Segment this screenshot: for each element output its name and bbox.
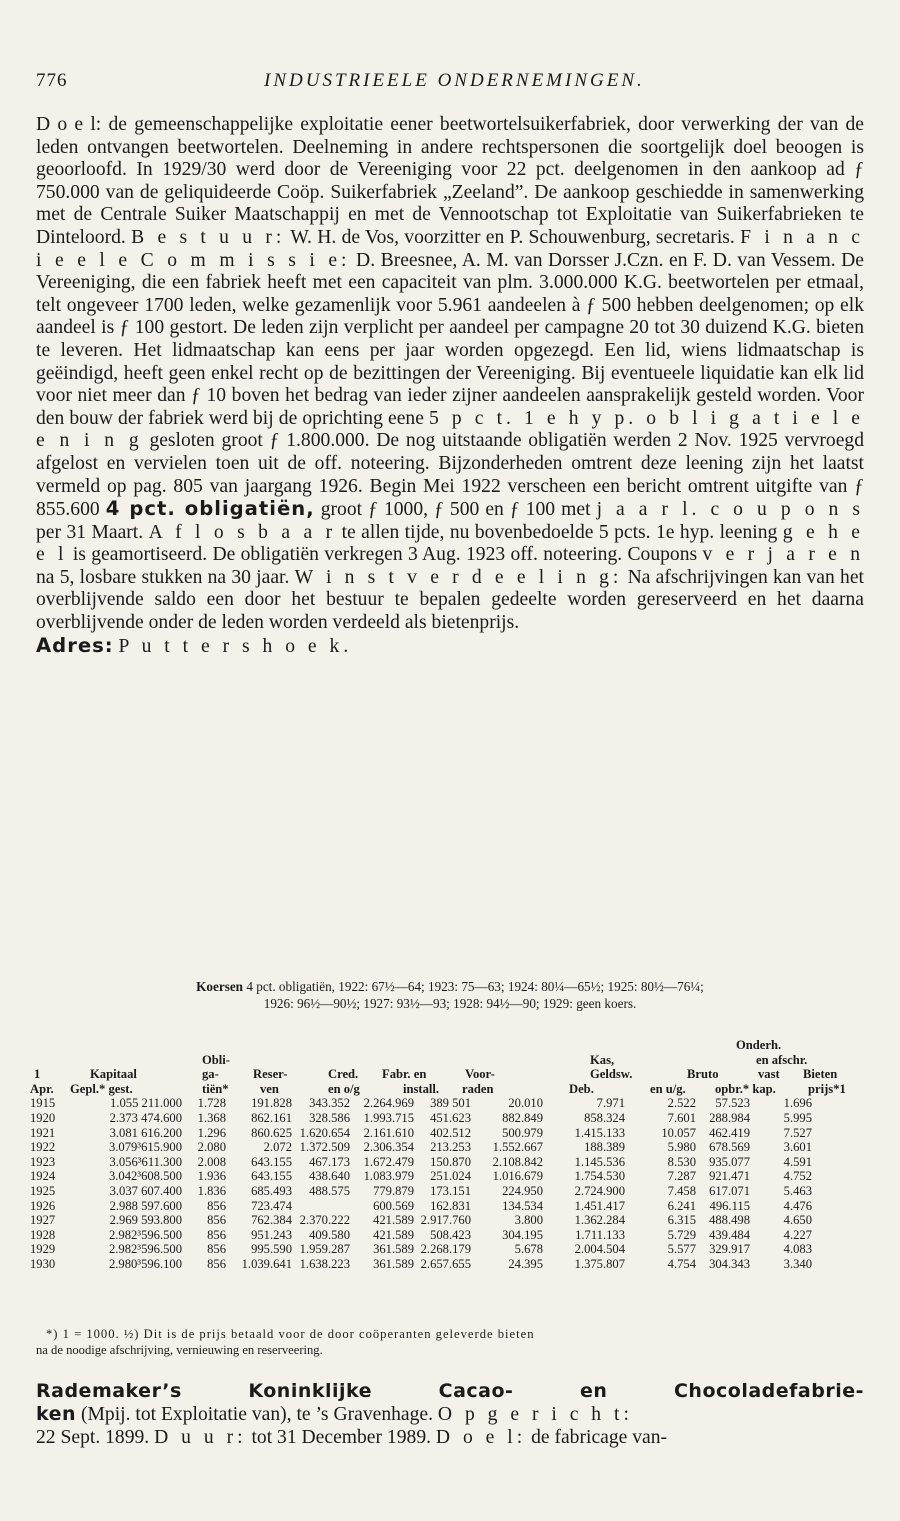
table-cell: 860.625 — [251, 1125, 292, 1140]
table-cell: 995.590 — [251, 1242, 292, 1257]
table-cell: 4.754 — [667, 1256, 696, 1271]
footnote-line-1: *) 1 = 1000. ½) Dit is de prijs betaald voor de door coöperanten geleverde bieten — [46, 1327, 535, 1341]
table-cell: 10.057 — [661, 1125, 696, 1140]
table-cell: 488.575 — [309, 1183, 350, 1198]
table-cell: 1.145.536 — [574, 1154, 625, 1169]
table-cell: 856 — [207, 1213, 226, 1228]
table-header-cell: en u/g. — [650, 1081, 686, 1096]
obligatien-heading: 4 pct. obligatiën, — [105, 497, 315, 521]
table-header-cell: en afschr. — [756, 1052, 808, 1067]
table-cell: 1.375.807 — [574, 1256, 625, 1271]
table-header-cell: Kapitaal — [90, 1067, 137, 1082]
table-cell: 5.729 — [667, 1227, 696, 1242]
table-cell: 6.315 — [667, 1213, 696, 1228]
table-cell: 500.979 — [502, 1125, 543, 1140]
aflosbaar-label: A f l o s b a a r — [148, 521, 337, 543]
duur-value: tot 31 December 1989. — [251, 1427, 432, 1448]
table-cell: 856 — [207, 1227, 226, 1242]
table-cell: 2.161.610 — [363, 1125, 414, 1140]
table-cell: 3.601 — [783, 1140, 812, 1155]
table-cell: 862.161 — [251, 1110, 292, 1125]
adres-value: P u t t e r s h o e k. — [118, 635, 353, 657]
table-header-cell: Voor- — [465, 1067, 495, 1082]
table-cell: 5.995 — [783, 1110, 812, 1125]
table-cell: 7.527 — [783, 1125, 812, 1140]
doel-label: D o e l: — [435, 1427, 527, 1448]
table-row — [30, 1111, 870, 1126]
table-cell: 1.959.287 — [299, 1242, 350, 1257]
table-cell: 2.522 — [667, 1096, 696, 1111]
koersen-block — [36, 978, 864, 1012]
table-cell: 3.037 607.400 — [109, 1183, 182, 1198]
table-cell: 20.010 — [508, 1096, 543, 1111]
table-cell: 1.672.479 — [363, 1154, 414, 1169]
koersen-values-1: 4 pct. obligatiën, 1922: 67½—64; 1923: 75—63; 1924: 80¼—65½; 1925: 80½—76¼; — [246, 979, 704, 994]
table-cell: 3.056³611.300 — [109, 1154, 182, 1169]
table-cell: 4.227 — [783, 1227, 812, 1242]
table-cell: 3.081 616.200 — [109, 1125, 182, 1140]
table-cell: 7.458 — [667, 1183, 696, 1198]
table-header-cell: raden — [462, 1081, 494, 1096]
geheel-label: g e h e e l — [36, 521, 864, 566]
table-cell: 1.620.654 — [299, 1125, 350, 1140]
table-cell: 1.696 — [783, 1096, 812, 1111]
table-cell: 304.195 — [502, 1227, 543, 1242]
table-cell: 4.752 — [783, 1169, 812, 1184]
table-cell: 935.077 — [709, 1154, 750, 1169]
table-header-cell: Fabr. en — [382, 1067, 427, 1082]
table-cell: 2.264.969 — [363, 1096, 414, 1111]
table-header-cell: Cred. — [328, 1067, 359, 1082]
koersen-line-2: 1926: 96½—90½; 1927: 93½—93; 1928: 94½—90; 1929: geen koers. — [263, 996, 637, 1011]
table-cell: 7.971 — [596, 1096, 625, 1111]
table-row — [30, 1126, 870, 1141]
table-header-cell: 1 — [34, 1067, 41, 1082]
table-cell: 856 — [207, 1256, 226, 1271]
table-cell: 1.362.284 — [574, 1213, 625, 1228]
table-row — [30, 1199, 870, 1214]
table-cell: 57.523 — [715, 1096, 750, 1111]
table-cell: 188.389 — [584, 1140, 625, 1155]
table-cell: 5.980 — [667, 1140, 696, 1155]
opgericht-label: O p g e r i c h t: — [437, 1404, 633, 1425]
table-cell: 409.580 — [309, 1227, 350, 1242]
table-cell: 723.474 — [251, 1198, 292, 1213]
table-cell: 2.108.842 — [492, 1154, 543, 1169]
table-cell: 1.372.509 — [299, 1140, 350, 1155]
table-cell: 856 — [207, 1198, 226, 1213]
table-cell: 1928 — [30, 1227, 56, 1242]
table-cell: 134.534 — [502, 1198, 543, 1213]
coupons-label: j a a r l. c o u p o n s — [596, 499, 864, 521]
table-cell: 617.071 — [709, 1183, 750, 1198]
table-row — [30, 1213, 870, 1228]
table-cell: 508.423 — [430, 1227, 471, 1242]
company-line-2 — [36, 1403, 864, 1426]
table-cell: 882.849 — [502, 1110, 543, 1125]
opgericht-date: 22 Sept. 1899. — [36, 1427, 150, 1448]
table-cell: 1.711.133 — [575, 1227, 625, 1242]
article-body — [36, 114, 864, 658]
table-cell: 1.415.133 — [574, 1125, 625, 1140]
table-cell: 288.984 — [709, 1110, 750, 1125]
table-cell: 2.080 — [197, 1140, 226, 1155]
losbare-text: na 5, losbare stukken na 30 jaar. — [36, 566, 290, 588]
table-cell: 2.072 — [263, 1140, 292, 1155]
aflos-text: te allen tijde, nu bovenbedoelde 5 pcts. 1e hyp. leening — [341, 521, 778, 543]
table-cell: 488.498 — [709, 1213, 750, 1228]
table-cell: 1925 — [30, 1183, 56, 1198]
table-cell: 451.623 — [430, 1110, 471, 1125]
table-header-cell: Kas, — [590, 1052, 615, 1067]
table-cell: 4.083 — [783, 1242, 812, 1257]
table-header-cell: Onderh. — [736, 1038, 782, 1052]
table-cell: 1.754.530 — [574, 1169, 625, 1184]
leening-text: gesloten groot ƒ 1.800.000. De nog uitstaande obligatiën werden 2 Nov. 1925 vervroegd afgelost en vervielen toen uit de off. noteering. Bijzonderheden omtrent deze leening zijn het laatst vermeld op pag. 805 van jaargang 1926. Begin Mei 1922 verscheen een bericht omtrent uitgifte van ƒ 855.600 — [36, 430, 864, 521]
table-row — [30, 1242, 870, 1257]
table-cell: 1.039.641 — [241, 1256, 292, 1271]
table-row — [30, 1155, 870, 1170]
table-cell: 467.173 — [309, 1154, 350, 1169]
table-cell: 1.368 — [197, 1110, 226, 1125]
table-header-cell: Reser- — [253, 1067, 288, 1082]
table-header-cell: Deb. — [569, 1081, 594, 1096]
table-header-row — [30, 1038, 870, 1053]
table-cell: 1.993.715 — [363, 1110, 414, 1125]
table-cell: 858.324 — [584, 1110, 625, 1125]
table-cell: 4.650 — [783, 1213, 812, 1228]
koersen-label: Koersen — [196, 979, 244, 994]
company-name: Rademaker’s Koninklijke Cacao- en Chocoladefabrie- — [36, 1380, 864, 1402]
table-cell: 1915 — [30, 1096, 56, 1111]
table-cell: 224.950 — [502, 1183, 543, 1198]
table-cell: 2.373 474.600 — [109, 1110, 182, 1125]
table-cell: 3.340 — [783, 1256, 812, 1271]
table-cell: 3.079³615.900 — [108, 1140, 182, 1155]
company-line-3 — [36, 1426, 864, 1449]
table-cell: 779.879 — [373, 1183, 414, 1198]
table-cell: 402.512 — [430, 1125, 471, 1140]
table-cell: 1.638.223 — [299, 1256, 350, 1271]
table-header-cell: Geldsw. — [590, 1067, 633, 1082]
table-cell: 328.586 — [309, 1110, 350, 1125]
table-cell: 1.552.667 — [492, 1140, 543, 1155]
table-header-row — [30, 1082, 870, 1097]
table-header-cell: install. — [403, 1081, 440, 1096]
table-cell: 3.042³608.500 — [108, 1169, 182, 1184]
table-cell: 6.241 — [667, 1198, 696, 1213]
table-cell: 2.969 593.800 — [109, 1213, 182, 1228]
table-row — [30, 1140, 870, 1155]
company-name-cont: ken — [36, 1403, 77, 1425]
table-cell: 7.287 — [667, 1169, 696, 1184]
verjaren-label: v e r j a r e n — [702, 544, 865, 566]
table-cell: 1.296 — [197, 1125, 226, 1140]
table-cell: 24.395 — [508, 1256, 543, 1271]
table-cell: 921.471 — [709, 1169, 750, 1184]
table-cell: 600.569 — [373, 1198, 414, 1213]
table-cell: 2.980³596.100 — [108, 1256, 182, 1271]
table-cell: 2.724.900 — [574, 1183, 625, 1198]
table-row — [30, 1228, 870, 1243]
table-cell: 685.493 — [251, 1183, 292, 1198]
table-footnote — [36, 1326, 864, 1358]
table-cell: 2.008 — [197, 1154, 226, 1169]
table-cell: 1926 — [30, 1198, 56, 1213]
hyp-label: 5 p c t. 1 e h y p. o b l i g a t i e l e e n i n g — [36, 407, 864, 452]
table-header-cell: Bruto — [687, 1067, 719, 1082]
table-cell: 2.004.504 — [574, 1242, 625, 1257]
table-cell: 251.024 — [430, 1169, 471, 1184]
company-name-line — [36, 1380, 864, 1403]
table-cell: 2.268.179 — [420, 1242, 471, 1257]
commissie-text: D. Breesnee, A. M. van Dorsser J.Czn. en F. D. van Vessem. De Vereeniging, die een fabriek heeft met een capaciteit van plm. 3.000.000 K.G. beetwortelen per etmaal, telt ongeveer 1700 leden, welke gezamenlijk voor 5.961 aandeelen à ƒ 500 hebben deelgenomen; op elk aandeel is ƒ 100 gestort. De leden zijn verplicht per aandeel per campagne 20 tot 30 duizend K.G. bieten te leveren. Het lidmaatschap kan eens per jaar worden opgezegd. Een lid, wiens lidmaatschap is geëindigd, heeft geen enkel recht op de bezittingen der Vereeniging. Bij eventueele liquidatie kan elk lid voor niet meer dan ƒ 10 boven het bedrag van ieder zijner aandeelen aansprakelijk gesteld worden. Voor den bouw der fabriek werd bij de oprichting eene — [36, 249, 864, 429]
table-cell: 678.569 — [709, 1140, 750, 1155]
company-legal-text: (Mpij. tot Exploitatie van), te ’s Gravenhage. — [80, 1404, 433, 1425]
table-cell: 1924 — [30, 1169, 56, 1184]
next-company-entry — [36, 1380, 864, 1449]
table-cell: 4.476 — [783, 1198, 812, 1213]
table-header-cell: prijs*1 — [808, 1081, 846, 1096]
table-cell: 1921 — [30, 1125, 56, 1140]
doel-paragraph: D o e l: de gemeenschappelijke exploitatie eener beetwortelsuikerfabriek, door verwerking der van de leden ontvangen beetwortelen. Deelneming in andere rechtspersonen die soortgelijk doel beoogen is geoorloofd. In 1929/30 werd door de Vereeniging voor 22 pct. deelgenomen in den aankoop ad ƒ 750.000 van de geliquideerde Coöp. Suikerfabriek „Zeeland”. De aankoop geschiedde in samenwerking met de Centrale Suiker Maatschappij en met de Vennootschap tot Exploitatie van Suikerfabrieken te Dinteloord. — [36, 114, 864, 248]
table-cell: 1922 — [30, 1140, 56, 1155]
table-header-cell: ga- — [202, 1067, 219, 1082]
table-header-cell: Apr. — [30, 1081, 54, 1096]
table-cell: 421.589 — [373, 1227, 414, 1242]
table-cell: 462.419 — [709, 1125, 750, 1140]
table-row — [30, 1096, 870, 1111]
table-header-row — [30, 1067, 870, 1082]
table-cell: 762.384 — [251, 1213, 292, 1228]
duur-label: D u u r: — [154, 1427, 247, 1448]
table-cell: 389 501 — [430, 1096, 471, 1111]
table-cell: 361.589 — [373, 1256, 414, 1271]
table-cell: 643.155 — [251, 1154, 292, 1169]
table-cell: 1920 — [30, 1110, 56, 1125]
table-cell: 173.151 — [430, 1183, 471, 1198]
winstverdeeling-label: W i n s t v e r d e e l i n g: — [294, 566, 623, 588]
table-cell: 150.870 — [430, 1154, 471, 1169]
table-row — [30, 1257, 870, 1272]
table-header-cell: Bieten — [803, 1067, 838, 1082]
table-cell: 343.352 — [309, 1096, 350, 1111]
table-header-cell: tiën* — [202, 1081, 229, 1096]
table-cell: 8.530 — [667, 1154, 696, 1169]
table-cell: 213.253 — [430, 1140, 471, 1155]
table-cell: 3.800 — [514, 1213, 543, 1228]
table-cell: 421.589 — [373, 1213, 414, 1228]
table-cell: 856 — [207, 1242, 226, 1257]
table-header-cell: en o/g — [328, 1081, 360, 1096]
financial-table — [30, 1038, 870, 1272]
table-cell: 304.343 — [709, 1256, 750, 1271]
table-cell: 1.836 — [197, 1183, 226, 1198]
table-header-cell: opbr.* kap. — [715, 1081, 776, 1096]
table-cell: 1927 — [30, 1213, 56, 1228]
footnote-line-2: na de noodige afschrijving, vernieuwing en reserveering. — [36, 1343, 323, 1357]
table-cell: 1.016.679 — [492, 1169, 543, 1184]
bestuur-text: W. H. de Vos, voorzitter en P. Schouwenburg, secretaris. — [290, 226, 735, 248]
paragraph — [36, 114, 864, 635]
table-header-row — [30, 1053, 870, 1068]
table-cell: 2.370.222 — [299, 1213, 350, 1228]
table-cell: 2.982³596.500 — [108, 1242, 182, 1257]
adres-label: Adres: — [36, 633, 114, 657]
maart-text: per 31 Maart. — [36, 521, 144, 543]
table-cell: 643.155 — [251, 1169, 292, 1184]
table-cell: 1.451.417 — [574, 1198, 625, 1213]
table-cell: 496.115 — [709, 1198, 750, 1213]
table-cell: 951.243 — [251, 1227, 292, 1242]
table-cell: 2.988 597.600 — [109, 1198, 182, 1213]
table-cell: 7.601 — [667, 1110, 696, 1125]
table-cell: 1923 — [30, 1154, 56, 1169]
table-cell: 361.589 — [373, 1242, 414, 1257]
table-cell: 1.936 — [197, 1169, 226, 1184]
table-cell: 162.831 — [430, 1198, 471, 1213]
table-header-cell: vast — [758, 1067, 780, 1082]
financieele-commissie-label: F i n a n c i e e l e C o m m i s s i e: — [36, 226, 864, 271]
table-cell: 4.591 — [783, 1154, 812, 1169]
address-line — [36, 635, 864, 659]
running-title: INDUSTRIEELE ONDERNEMINGEN. — [264, 70, 645, 91]
table-header-cell: Gepl.* gest. — [70, 1081, 133, 1096]
table-cell: 2.306.354 — [363, 1140, 414, 1155]
table-cell: 438.640 — [309, 1169, 350, 1184]
table-cell: 1.083.979 — [363, 1169, 414, 1184]
table-cell: 439.484 — [709, 1227, 750, 1242]
table-header-cell: ven — [260, 1081, 279, 1096]
table-header-cell: Obli- — [202, 1052, 230, 1067]
table-cell: 5.463 — [783, 1183, 812, 1198]
winst-text: Na afschrijvingen kan van het overblijvende saldo een door het bestuur te bepalen gedeelte worden gereserveerd en het daarna overblijvende onder de leden worden verdeeld als bietenprijs. — [36, 566, 864, 634]
table-cell: 329.917 — [709, 1242, 750, 1257]
table-cell: 2.657.655 — [420, 1256, 471, 1271]
table-cell: 191.828 — [251, 1096, 292, 1111]
table-cell: 1.728 — [197, 1096, 226, 1111]
table-row — [30, 1169, 870, 1184]
groot-text: groot ƒ 1000, ƒ 500 en ƒ 100 met — [320, 499, 591, 521]
table-cell: 5.678 — [514, 1242, 543, 1257]
bestuur-label: B e s t u u r: — [131, 226, 286, 248]
amortisatie-text: is geamortiseerd. De obligatiën verkregen 3 Aug. 1923 off. noteering. Coupons — [72, 544, 698, 566]
koersen-line-1 — [36, 978, 864, 995]
table-cell: 2.917.760 — [420, 1213, 471, 1228]
table-cell: 1929 — [30, 1242, 56, 1257]
table-cell: 1.055 211.000 — [110, 1096, 182, 1111]
page-number: 776 — [36, 70, 68, 91]
table-cell: 1930 — [30, 1256, 56, 1271]
doel-text: de fabricage van- — [531, 1427, 668, 1448]
table-row — [30, 1184, 870, 1199]
table-cell: 2.982³596.500 — [108, 1227, 182, 1242]
table-cell: 5.577 — [667, 1242, 696, 1257]
